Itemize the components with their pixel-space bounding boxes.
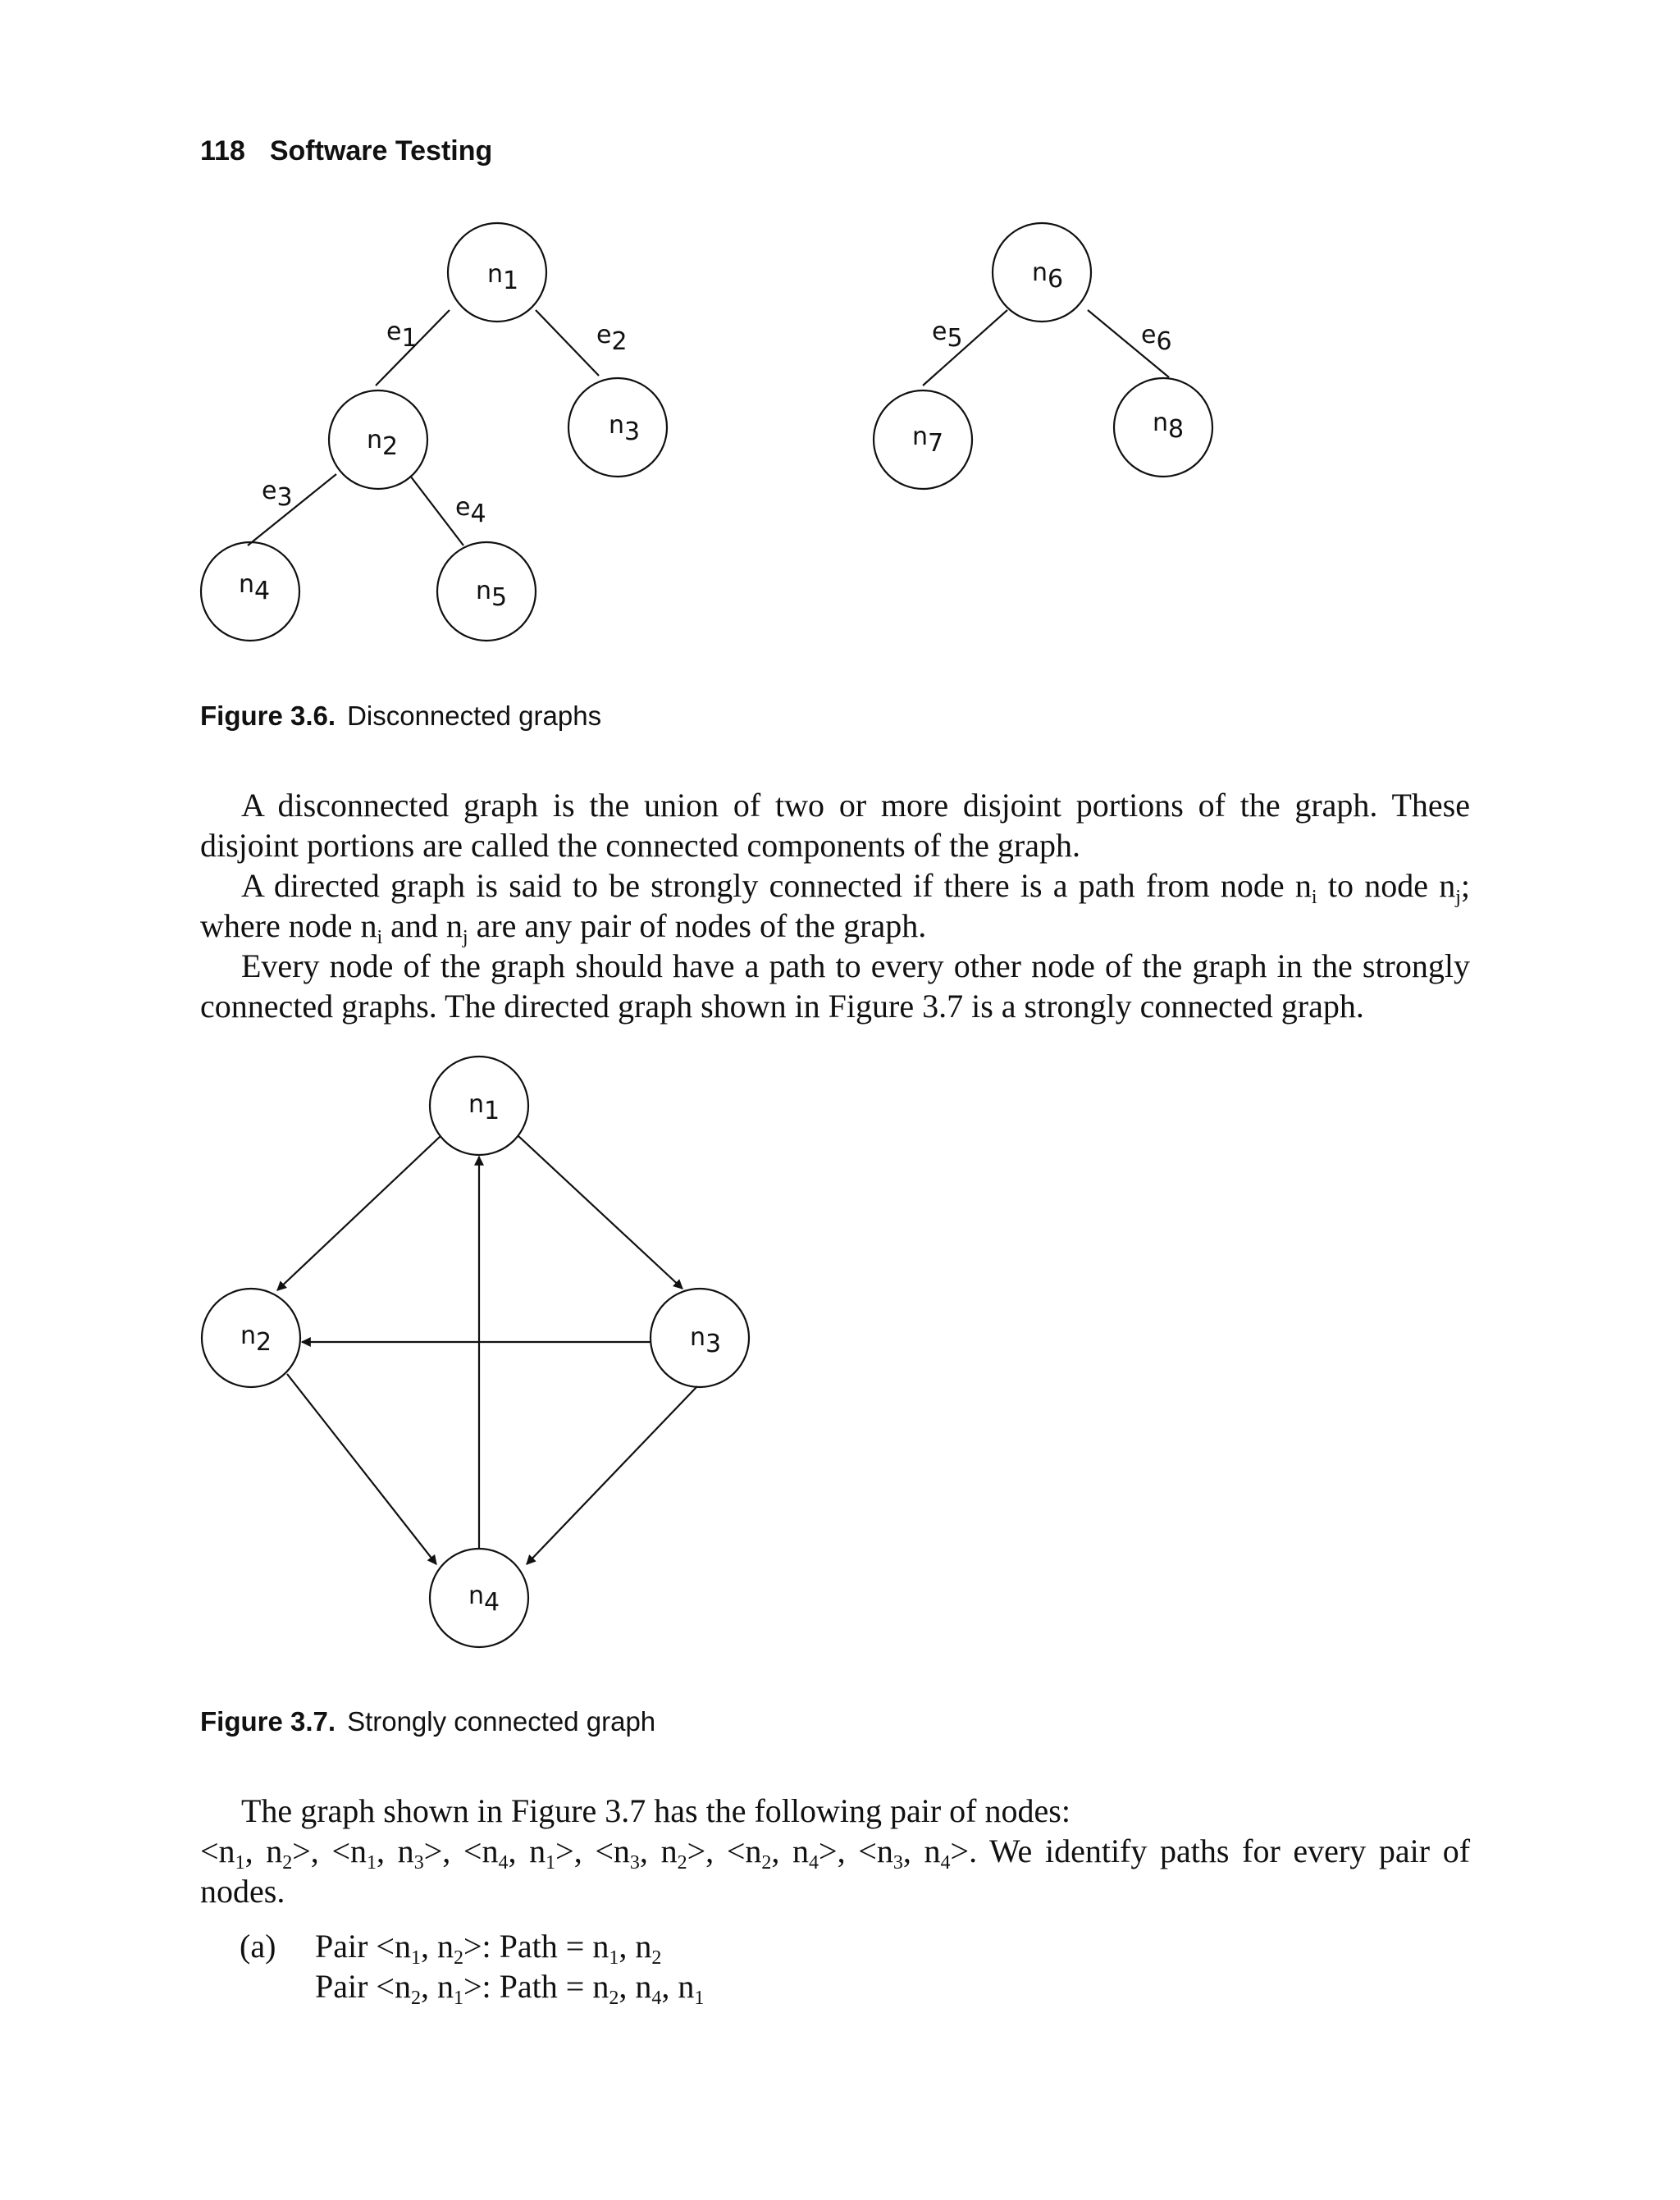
path-text: , n xyxy=(421,1968,454,2005)
edge-n3-n4 xyxy=(527,1386,697,1564)
node-subscript: 2 xyxy=(677,1852,687,1874)
edge-label-e2: e2 xyxy=(596,321,628,356)
disconnected-graphs-diagram xyxy=(0,0,1680,673)
edge-label-e3: e3 xyxy=(262,477,293,512)
node-pair: , n xyxy=(639,1833,678,1869)
paragraph-pairs-intro: The graph shown in Figure 3.7 has the following pair of nodes: xyxy=(241,1792,1071,1829)
node-label-n4: n4 xyxy=(239,570,271,605)
node-pair: , <n xyxy=(705,1833,762,1869)
edge-e2 xyxy=(536,310,599,376)
node-pair: <n xyxy=(200,1833,235,1869)
edge-n1-n3 xyxy=(518,1136,682,1289)
node-label-n1: n1 xyxy=(487,260,519,295)
node-subscript: 2 xyxy=(651,1947,662,1969)
node-subscript: 1 xyxy=(609,1947,619,1969)
node-pair: > xyxy=(687,1833,706,1869)
node-pair: , n xyxy=(771,1833,810,1869)
path-text: Pair <n xyxy=(315,1968,411,2005)
node-pair: , <n xyxy=(837,1833,893,1869)
node-subscript: 1 xyxy=(546,1852,556,1874)
caption-label: Figure 3.7. xyxy=(200,1706,336,1737)
node-subscript: 2 xyxy=(609,1988,619,2009)
figure-3-6-caption xyxy=(200,701,601,732)
paragraph-disconnected: A disconnected graph is the union of two or more disjoint portions of the graph. These disjoint portions are called the connected components of the graph. xyxy=(200,787,1470,864)
node-subscript: 2 xyxy=(282,1852,293,1874)
paragraph-every-node: Every node of the graph should have a path to every other node of the graph in the strongly connected graphs. The directed graph shown in Figure 3.7 is a strongly connected graph. xyxy=(200,947,1470,1025)
node-subscript: 1 xyxy=(367,1852,377,1874)
node-subscript: 2 xyxy=(761,1852,772,1874)
edge-n1-n2 xyxy=(277,1136,441,1290)
path-text: , n xyxy=(619,1968,652,2005)
node-subscript: 4 xyxy=(940,1852,951,1874)
node-pair: > xyxy=(292,1833,311,1869)
path-text: , n xyxy=(421,1928,454,1965)
edge-n2-n4 xyxy=(287,1374,436,1564)
body-text-1 xyxy=(200,785,1470,1026)
node-pair: , n xyxy=(508,1833,546,1869)
node-label-n2: n2 xyxy=(367,426,399,461)
list-item-lines xyxy=(315,1926,705,2009)
edge-label-e1: e1 xyxy=(386,317,418,353)
node-pair: , n xyxy=(902,1833,941,1869)
caption-text: Disconnected graphs xyxy=(347,701,602,731)
node-subscript: 3 xyxy=(413,1852,424,1874)
node-subscript: 1 xyxy=(411,1947,421,1969)
node-subscript: 1 xyxy=(694,1988,705,2009)
path-text: n xyxy=(592,1928,609,1965)
path-text: n xyxy=(592,1968,609,2005)
node-pair: > xyxy=(819,1833,838,1869)
pairs-tail: . We identify paths for every pair of nodes. xyxy=(200,1833,1471,1910)
node-subscript: 3 xyxy=(892,1852,903,1874)
node-pair: , <n xyxy=(310,1833,368,1869)
edge-label-e4: e4 xyxy=(455,493,486,528)
paragraph-strongly-connected: A directed graph is said to be strongly connected if there is a path from node $n_i$ to node $n_j$; where node $n_i$ and $n_j$ are any pair of nodes of the graph. xyxy=(200,867,1470,948)
list-item-a xyxy=(240,1926,705,2009)
node-subscript: 1 xyxy=(454,1988,463,2009)
edge-label-e5: e5 xyxy=(932,317,963,353)
node-label-n2: n2 xyxy=(240,1321,272,1357)
node-pair: , n xyxy=(244,1833,283,1869)
node-pair: > xyxy=(555,1833,574,1869)
node-subscript: 4 xyxy=(651,1988,662,2009)
node-pair: > xyxy=(423,1833,443,1869)
node-subscript: 4 xyxy=(809,1852,819,1874)
figure-3-6 xyxy=(0,0,1680,677)
page-number: 118 xyxy=(200,135,245,167)
node-subscript: 2 xyxy=(411,1988,421,2009)
caption-text: Strongly connected graph xyxy=(347,1706,656,1737)
node-label-n3: n3 xyxy=(690,1323,722,1358)
path-text: , n xyxy=(619,1928,652,1965)
node-label-n4: n4 xyxy=(468,1582,500,1617)
path-text: Pair <n xyxy=(315,1928,411,1965)
node-label-n7: n7 xyxy=(912,422,944,458)
body-text-2 xyxy=(200,1791,1470,1911)
path-text: , n xyxy=(661,1968,695,2005)
figure-3-7-caption xyxy=(200,1706,655,1737)
path-list xyxy=(240,1926,705,2009)
node-label-n1: n1 xyxy=(468,1090,500,1125)
paragraph-pairs xyxy=(200,1831,1470,1911)
strongly-connected-graph-diagram xyxy=(0,1025,1680,1682)
node-pair: , n xyxy=(377,1833,414,1869)
node-subscript: 1 xyxy=(235,1852,245,1874)
figure-3-7 xyxy=(0,1025,1680,1686)
node-label-n5: n5 xyxy=(476,577,508,612)
caption-label: Figure 3.6. xyxy=(200,701,336,731)
path-text: >: Path = xyxy=(463,1968,593,2005)
node-subscript: 3 xyxy=(629,1852,640,1874)
node-subscript: 2 xyxy=(454,1947,463,1969)
list-marker: (a) xyxy=(240,1928,276,1965)
node-subscript: 4 xyxy=(498,1852,509,1874)
node-pair: , <n xyxy=(442,1833,499,1869)
edge-label-e6: e6 xyxy=(1141,321,1172,356)
node-label-n3: n3 xyxy=(609,411,641,446)
node-pair: > xyxy=(950,1833,970,1869)
path-line xyxy=(315,1966,705,2009)
node-label-n6: n6 xyxy=(1032,258,1064,294)
path-text: >: Path = xyxy=(463,1928,593,1965)
path-line xyxy=(315,1926,704,1969)
node-pair: , <n xyxy=(573,1833,630,1869)
book-title: Software Testing xyxy=(269,135,493,167)
node-label-n8: n8 xyxy=(1153,409,1185,444)
